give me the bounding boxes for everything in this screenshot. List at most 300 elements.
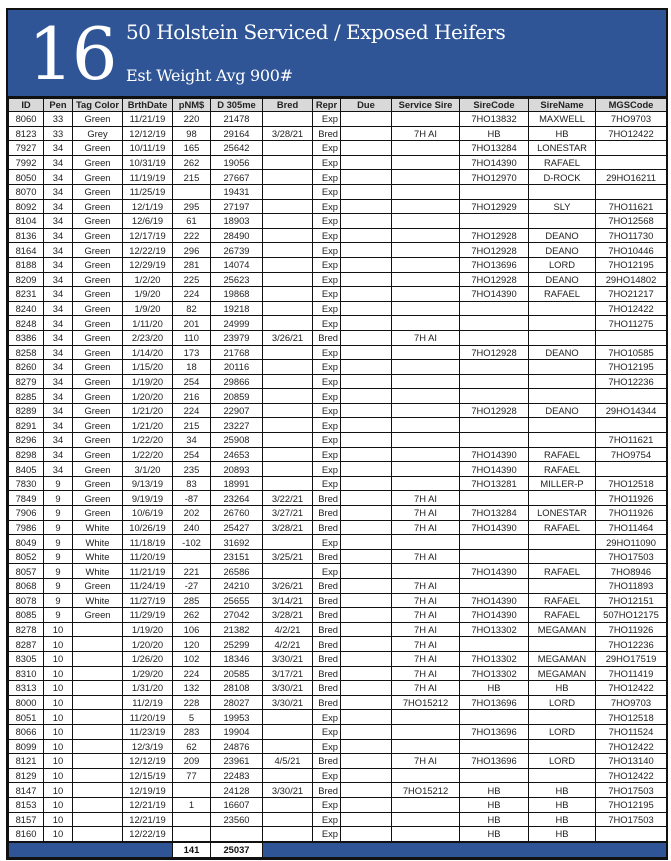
cell-id: 8050 [9,170,44,185]
cell-id: 8070 [9,184,44,199]
cell-service-sire: 7H AI [392,330,460,345]
cell-pen: 34 [44,141,73,156]
cell-id: 8291 [9,418,44,433]
cell-repr: Bred [313,491,341,506]
cell-repr: Exp [313,535,341,550]
cell-bred: 4/5/21 [263,754,313,769]
cell-d305me: 18991 [211,476,263,491]
totals-row [9,842,667,858]
cell-tag-color: Green [73,403,123,418]
cell-pen: 34 [44,360,73,375]
cell-sire-name: MEGAMAN [529,651,596,666]
cell-bred: 3/17/21 [263,666,313,681]
table-row [9,447,667,462]
cell-birth-date: 3/1/20 [123,462,173,477]
cell-mgs-code: 29HO11090 [596,535,667,550]
table-row [9,374,667,389]
cell-service-sire: 7HO15212 [392,783,460,798]
cell-tag-color: Green [73,243,123,258]
cell-sire-code [460,637,529,652]
cell-service-sire [392,301,460,316]
column-header-tag-color: Tag Color [73,99,123,112]
cell-id: 7849 [9,491,44,506]
table-row [9,126,667,141]
cell-id: 8386 [9,330,44,345]
totals-spacer-right [263,842,667,858]
cell-pnm: 240 [173,520,211,535]
cell-tag-color: Green [73,155,123,170]
cell-sire-name [529,549,596,564]
cell-bred: 3/30/21 [263,651,313,666]
cell-mgs-code [596,141,667,156]
cell-pen: 34 [44,447,73,462]
cell-bred [263,272,313,287]
cell-repr: Exp [313,739,341,754]
cell-due [341,827,392,842]
cell-service-sire: 7H AI [392,637,460,652]
cell-pen: 34 [44,389,73,404]
cell-d305me: 31692 [211,535,263,550]
cell-bred [263,345,313,360]
cell-service-sire [392,272,460,287]
cell-mgs-code: 7HO17503 [596,549,667,564]
cell-tag-color: Grey [73,126,123,141]
cell-bred: 3/22/21 [263,491,313,506]
cell-id: 8160 [9,827,44,842]
cell-bred [263,199,313,214]
cell-service-sire [392,345,460,360]
cell-birth-date: 12/12/19 [123,754,173,769]
cell-pnm: 82 [173,301,211,316]
cell-id: 8085 [9,608,44,623]
cell-mgs-code [596,330,667,345]
cell-sire-name: HB [529,812,596,827]
cell-tag-color: Green [73,141,123,156]
cell-tag-color: White [73,520,123,535]
cell-mgs-code [596,827,667,842]
cell-bred: 3/28/21 [263,608,313,623]
cell-mgs-code: 7HO11926 [596,491,667,506]
cell-mgs-code: 7HO11275 [596,316,667,331]
cell-pen: 9 [44,564,73,579]
cell-due [341,506,392,521]
cell-pnm: 201 [173,316,211,331]
cell-tag-color [73,812,123,827]
cell-service-sire [392,243,460,258]
cell-repr: Exp [313,345,341,360]
cell-d305me: 21768 [211,345,263,360]
cell-sire-code: 7HO13302 [460,666,529,681]
cell-id: 8153 [9,797,44,812]
column-header-pen: Pen [44,99,73,112]
cell-sire-name [529,301,596,316]
cell-repr: Exp [313,447,341,462]
cell-tag-color [73,710,123,725]
cell-repr: Exp [313,374,341,389]
cell-mgs-code [596,184,667,199]
cell-service-sire [392,462,460,477]
cell-due [341,812,392,827]
cell-sire-name: MEGAMAN [529,666,596,681]
cell-due [341,155,392,170]
cell-repr: Bred [313,783,341,798]
cell-sire-code [460,768,529,783]
cell-sire-name [529,491,596,506]
cell-birth-date: 12/1/19 [123,199,173,214]
cell-due [341,199,392,214]
cell-birth-date: 11/20/19 [123,549,173,564]
cell-due [341,228,392,243]
cell-bred [263,812,313,827]
cell-d305me: 26586 [211,564,263,579]
cell-pnm: 225 [173,272,211,287]
cell-pen: 9 [44,579,73,594]
cell-sire-name: HB [529,827,596,842]
cell-pen: 10 [44,651,73,666]
cell-birth-date: 1/21/20 [123,403,173,418]
cell-pnm: 165 [173,141,211,156]
cell-bred [263,316,313,331]
cell-pnm: 235 [173,462,211,477]
cell-mgs-code: 7HO12422 [596,126,667,141]
cell-bred [263,360,313,375]
cell-pen: 10 [44,637,73,652]
cell-bred [263,112,313,127]
cell-pnm: 224 [173,287,211,302]
cell-service-sire [392,155,460,170]
table-row [9,345,667,360]
table-row [9,184,667,199]
cell-sire-code: 7HO13696 [460,724,529,739]
cell-d305me: 25642 [211,141,263,156]
cell-bred [263,141,313,156]
cell-due [341,184,392,199]
cell-service-sire [392,141,460,156]
cell-sire-code: 7HO12928 [460,345,529,360]
cell-id: 7927 [9,141,44,156]
cell-pnm: 262 [173,155,211,170]
cell-tag-color: Green [73,418,123,433]
cell-pen: 9 [44,506,73,521]
cell-pnm: 215 [173,170,211,185]
cell-due [341,622,392,637]
cell-repr: Bred [313,126,341,141]
cell-tag-color: Green [73,447,123,462]
cell-bred [263,184,313,199]
cell-tag-color: Green [73,228,123,243]
cell-pnm: 209 [173,754,211,769]
table-row [9,272,667,287]
cell-pen: 10 [44,622,73,637]
cell-d305me: 19056 [211,155,263,170]
cell-repr: Bred [313,330,341,345]
cell-pen: 34 [44,184,73,199]
cell-pnm: 106 [173,622,211,637]
table-row [9,316,667,331]
cell-sire-name: HB [529,797,596,812]
cell-sire-name: LORD [529,257,596,272]
cell-sire-code: HB [460,126,529,141]
cell-service-sire [392,287,460,302]
cell-id: 8121 [9,754,44,769]
cell-pen: 10 [44,827,73,842]
cell-due [341,768,392,783]
cell-mgs-code: 29HO14344 [596,403,667,418]
cell-pnm: -87 [173,491,211,506]
cell-mgs-code: 507HO12175 [596,608,667,623]
cell-service-sire: 7HO15212 [392,695,460,710]
cell-service-sire [392,797,460,812]
cell-due [341,695,392,710]
cell-sire-name [529,214,596,229]
cell-d305me: 24653 [211,447,263,462]
cell-repr: Exp [313,827,341,842]
table-row [9,549,667,564]
cell-d305me: 23961 [211,754,263,769]
cell-service-sire [392,184,460,199]
cell-bred [263,228,313,243]
cell-pnm: 62 [173,739,211,754]
cell-due [341,447,392,462]
cell-id: 8188 [9,257,44,272]
cell-due [341,535,392,550]
cell-id: 8092 [9,199,44,214]
cell-repr: Exp [313,199,341,214]
cell-repr: Bred [313,754,341,769]
cell-tag-color: White [73,549,123,564]
cell-sire-code: 7HO12970 [460,170,529,185]
cell-repr: Bred [313,520,341,535]
cell-pnm: 296 [173,243,211,258]
cell-id: 8285 [9,389,44,404]
cell-sire-name: RAFAEL [529,608,596,623]
column-header-birth-date: BrthDate [123,99,173,112]
cell-repr: Exp [313,403,341,418]
cell-d305me: 20859 [211,389,263,404]
column-header-mgs-code: MGSCode [596,99,667,112]
cell-mgs-code: 7HO12195 [596,360,667,375]
cell-birth-date: 1/31/20 [123,681,173,696]
cell-repr: Exp [313,433,341,448]
cell-birth-date: 1/21/20 [123,418,173,433]
lot-title: 50 Holstein Serviced / Exposed Heifers [126,20,506,44]
cell-repr: Bred [313,579,341,594]
cell-repr: Exp [313,228,341,243]
cell-repr: Exp [313,272,341,287]
cell-birth-date: 12/17/19 [123,228,173,243]
cell-mgs-code: 7HO12568 [596,214,667,229]
cell-tag-color [73,681,123,696]
cell-sire-code: 7HO12928 [460,243,529,258]
table-row [9,710,667,725]
cell-sire-name: MILLER-P [529,476,596,491]
cell-bred [263,301,313,316]
cell-tag-color [73,739,123,754]
table-row [9,228,667,243]
table-row [9,257,667,272]
cell-pen: 10 [44,724,73,739]
cell-due [341,374,392,389]
cell-sire-code [460,433,529,448]
cell-bred [263,797,313,812]
cell-tag-color: Green [73,345,123,360]
cell-d305me: 28027 [211,695,263,710]
cell-pnm: 110 [173,330,211,345]
cell-due [341,272,392,287]
cell-sire-name: SLY [529,199,596,214]
cell-repr: Exp [313,797,341,812]
cell-birth-date: 1/19/20 [123,374,173,389]
cell-pen: 34 [44,374,73,389]
cell-birth-date: 12/19/19 [123,783,173,798]
cell-sire-code [460,389,529,404]
cell-sire-name: HB [529,681,596,696]
cell-id: 8278 [9,622,44,637]
cell-d305me: 28108 [211,681,263,696]
cell-birth-date: 12/6/19 [123,214,173,229]
table-row [9,360,667,375]
cell-due [341,491,392,506]
cell-repr: Exp [313,389,341,404]
cell-pnm: 34 [173,433,211,448]
cell-pnm [173,549,211,564]
cell-due [341,462,392,477]
cell-birth-date: 1/22/20 [123,433,173,448]
cell-repr: Bred [313,506,341,521]
cell-pnm: 281 [173,257,211,272]
cell-sire-code: 7HO13696 [460,695,529,710]
cell-pnm: 224 [173,666,211,681]
cell-service-sire: 7H AI [392,506,460,521]
cell-sire-code: 7HO14390 [460,287,529,302]
cell-birth-date: 1/14/20 [123,345,173,360]
cell-due [341,549,392,564]
table-row [9,433,667,448]
cell-due [341,710,392,725]
cell-id: 8147 [9,783,44,798]
cell-birth-date: 12/22/19 [123,827,173,842]
table-row [9,637,667,652]
cell-repr: Exp [313,360,341,375]
cell-sire-code: 7HO13696 [460,754,529,769]
cell-service-sire [392,228,460,243]
cell-id: 8099 [9,739,44,754]
cell-id: 8240 [9,301,44,316]
cell-sire-name [529,768,596,783]
column-header-due: Due [341,99,392,112]
cell-pnm: 61 [173,214,211,229]
cell-bred: 3/28/21 [263,520,313,535]
cell-pnm: 102 [173,651,211,666]
cell-d305me: 26739 [211,243,263,258]
cell-mgs-code: 7HO12195 [596,257,667,272]
cell-pen: 34 [44,403,73,418]
cell-id: 7830 [9,476,44,491]
table-row [9,403,667,418]
cell-service-sire [392,418,460,433]
cell-tag-color: Green [73,287,123,302]
cell-repr: Exp [313,710,341,725]
cell-birth-date: 1/11/20 [123,316,173,331]
cell-tag-color: Green [73,360,123,375]
cell-sire-code: HB [460,797,529,812]
cell-mgs-code: 7HO12422 [596,681,667,696]
cell-sire-name [529,710,596,725]
cell-bred: 4/2/21 [263,637,313,652]
cell-sire-name: HB [529,126,596,141]
cell-due [341,593,392,608]
cell-due [341,651,392,666]
cell-mgs-code: 7HO11621 [596,433,667,448]
cell-due [341,243,392,258]
cell-pnm: 98 [173,126,211,141]
cell-sire-code: HB [460,812,529,827]
table-row [9,535,667,550]
cell-pnm: 215 [173,418,211,433]
cell-sire-code [460,739,529,754]
cell-sire-name: RAFAEL [529,155,596,170]
cell-d305me: 20893 [211,462,263,477]
cell-bred [263,739,313,754]
cell-id: 7986 [9,520,44,535]
cell-mgs-code: 29HO17519 [596,651,667,666]
cell-tag-color [73,754,123,769]
cell-id: 8000 [9,695,44,710]
cell-service-sire: 7H AI [392,622,460,637]
cell-service-sire: 7H AI [392,579,460,594]
table-row [9,476,667,491]
cell-due [341,433,392,448]
cell-bred: 3/26/21 [263,330,313,345]
cell-pen: 10 [44,695,73,710]
cell-bred: 3/28/21 [263,126,313,141]
cell-id: 8405 [9,462,44,477]
cell-id: 7906 [9,506,44,521]
cell-service-sire: 7H AI [392,520,460,535]
cell-pen: 9 [44,476,73,491]
cell-birth-date: 1/20/20 [123,637,173,652]
cell-sire-name: MEGAMAN [529,622,596,637]
cell-sire-code: 7HO12928 [460,403,529,418]
cell-bred [263,447,313,462]
cell-due [341,287,392,302]
cell-bred [263,535,313,550]
cell-service-sire [392,768,460,783]
cell-sire-name: DEANO [529,345,596,360]
cell-service-sire: 7H AI [392,593,460,608]
cell-bred [263,564,313,579]
table-row [9,651,667,666]
cell-birth-date: 12/12/19 [123,126,173,141]
cell-pen: 9 [44,520,73,535]
cell-mgs-code: 7HO10446 [596,243,667,258]
cell-id: 8231 [9,287,44,302]
cell-repr: Exp [313,476,341,491]
cell-id: 8123 [9,126,44,141]
cell-birth-date: 11/19/19 [123,170,173,185]
cell-pen: 34 [44,330,73,345]
cell-d305me: 19218 [211,301,263,316]
cell-pen: 34 [44,345,73,360]
cell-mgs-code: 29HO14802 [596,272,667,287]
table-row [9,389,667,404]
table-row [9,797,667,812]
cell-tag-color [73,724,123,739]
cell-d305me: 16607 [211,797,263,812]
cell-sire-name [529,637,596,652]
cell-pnm: 77 [173,768,211,783]
pnm-average: 141 [173,842,211,858]
